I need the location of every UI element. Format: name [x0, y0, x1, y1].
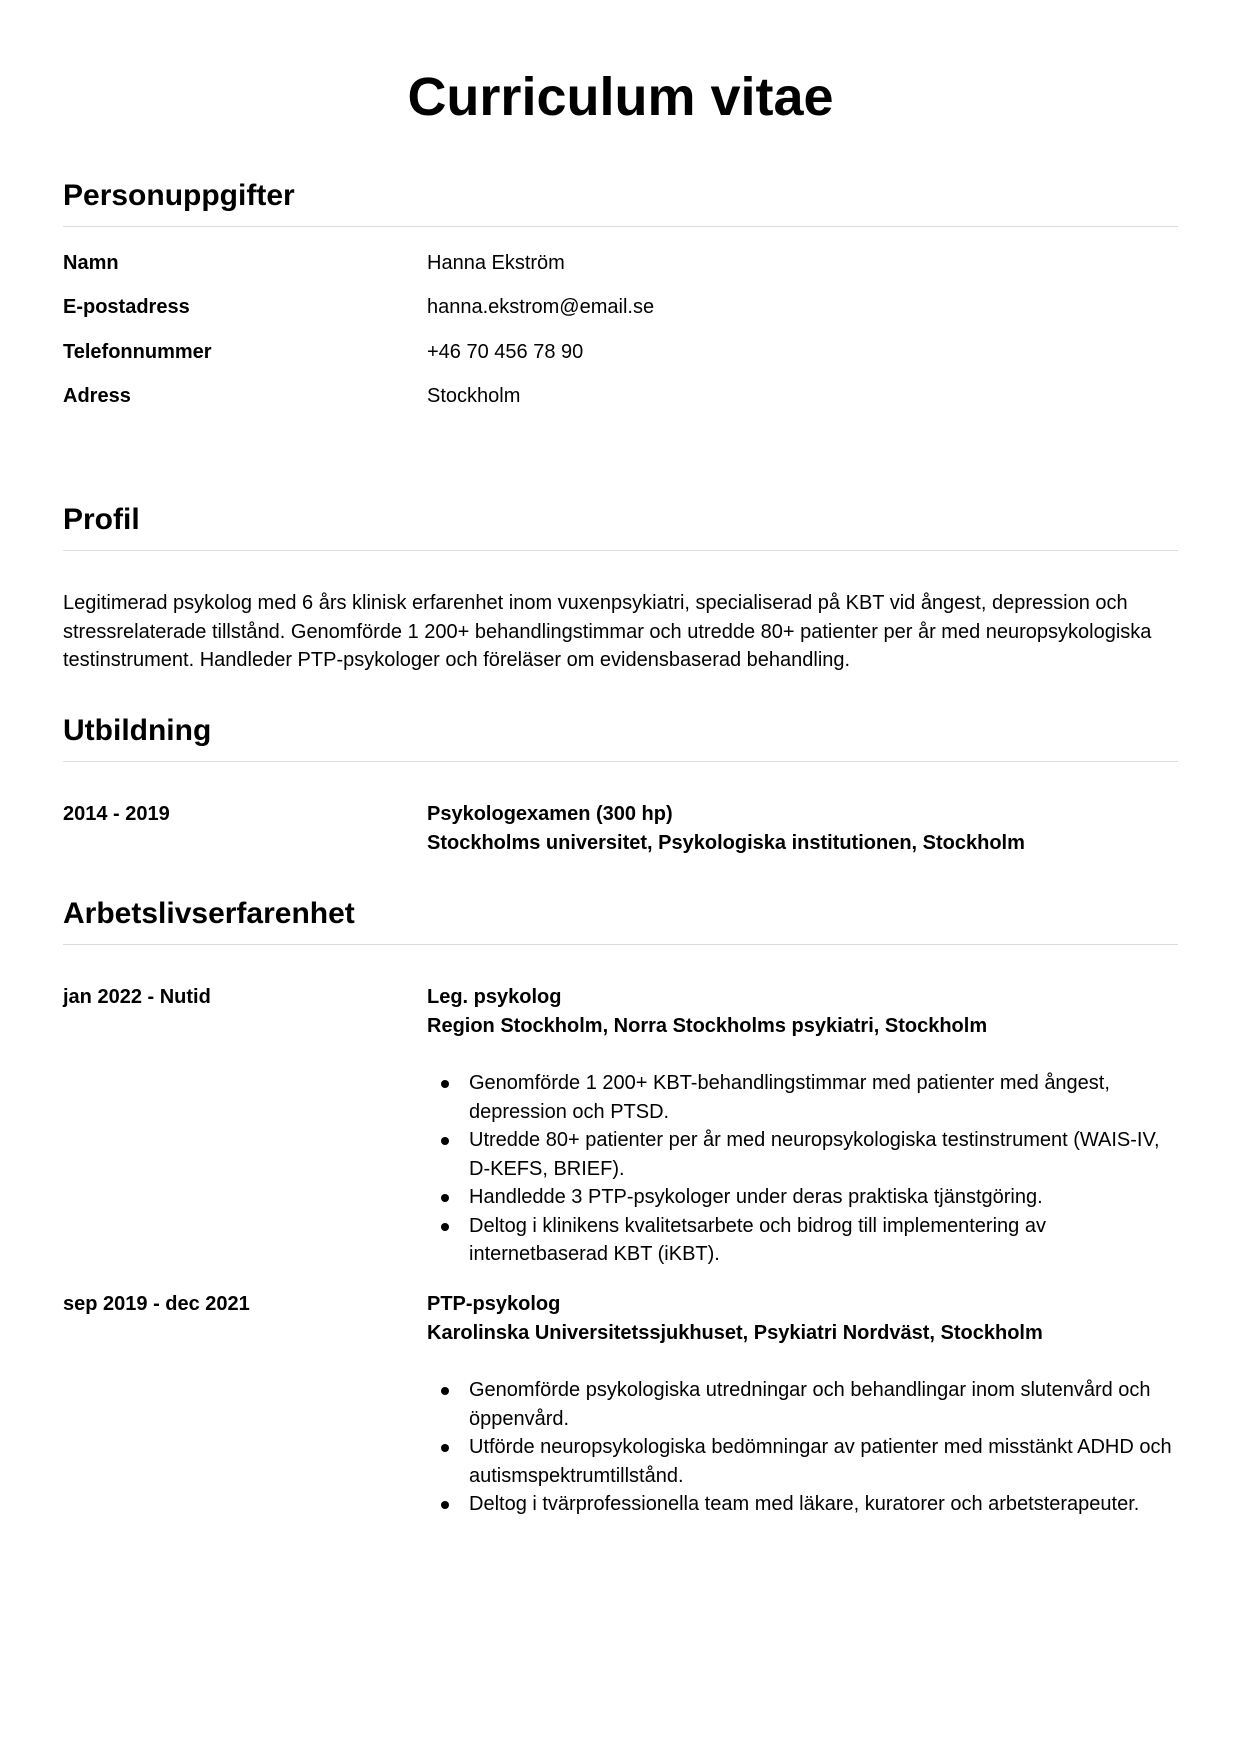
section-heading-personal: Personuppgifter [63, 178, 1178, 227]
personal-label: Adress [63, 385, 131, 407]
bullet-text: Utredde 80+ patienter per år med neuropsykologiska testinstrument (WAIS-IV, D-KEFS, BRIEF). [469, 1129, 1160, 1180]
entry-body [427, 800, 1178, 857]
personal-label: Namn [63, 252, 119, 274]
section-heading-experience: Arbetslivserfarenhet [63, 896, 1178, 945]
entry-title: PTP-psykolog [427, 1293, 561, 1315]
section-heading-profile: Profil [63, 502, 1178, 551]
document-title: Curriculum vitae [407, 67, 834, 127]
bullet-item [469, 1490, 1178, 1519]
bullet-item [469, 1212, 1178, 1269]
entry-period: jan 2022 - Nutid [63, 986, 211, 1008]
personal-value: +46 70 456 78 90 [427, 341, 584, 363]
bullet-text: Handledde 3 PTP-psykologer under deras praktiska tjänstgöring. [469, 1186, 1043, 1208]
entry-period: 2014 - 2019 [63, 803, 170, 825]
section-heading-education: Utbildning [63, 713, 1178, 762]
bullet-dot-icon [441, 1223, 449, 1231]
personal-value: Hanna Ekström [427, 252, 565, 274]
entry-org: Stockholms universitet, Psykologiska institutionen, Stockholm [427, 831, 1025, 854]
profile-text: Legitimerad psykolog med 6 års klinisk erfarenhet inom vuxenpsykiatri, specialiserad på KBT vid ångest, depression och stressrelaterade tillstånd. Genomförde 1 200+ behandlingstimmar och utredde 80+ patienter per år med neuropsykologiska testinstrument. Handleder PTP-psykologer och föreläser om evidensbaserad behandling. [63, 592, 1152, 671]
bullet-item [469, 1183, 1178, 1212]
bullet-list [427, 1376, 1178, 1519]
bullet-item [469, 1126, 1178, 1183]
bullet-item [469, 1376, 1178, 1433]
bullet-text: Genomförde psykologiska utredningar och behandlingar inom slutenvård och öppenvård. [469, 1379, 1151, 1430]
bullet-text: Utförde neuropsykologiska bedömningar av patienter med misstänkt ADHD och autismspektrumtillstånd. [469, 1436, 1172, 1487]
bullet-text: Deltog i klinikens kvalitetsarbete och bidrog till implementering av internetbaserad KBT (iKBT). [469, 1214, 1046, 1265]
bullet-dot-icon [441, 1137, 449, 1145]
entry-title: Psykologexamen (300 hp) [427, 803, 673, 825]
bullet-dot-icon [441, 1444, 449, 1452]
entry-org: Region Stockholm, Norra Stockholms psykiatri, Stockholm [427, 1014, 988, 1037]
entry-title: Leg. psykolog [427, 986, 562, 1008]
personal-value: hanna.ekstrom@email.se [427, 296, 655, 318]
bullet-text: Deltog i tvärprofessionella team med läkare, kuratorer och arbetsterapeuter. [469, 1493, 1140, 1515]
bullet-item [469, 1433, 1178, 1490]
profile-section [63, 502, 1178, 692]
bullet-dot-icon [441, 1501, 449, 1509]
bullet-list [427, 1069, 1178, 1269]
personal-label: Telefonnummer [63, 341, 212, 363]
entry-org: Karolinska Universitetssjukhuset, Psykiatri Nordväst, Stockholm [427, 1321, 1043, 1344]
personal-label: E-postadress [63, 296, 190, 318]
bullet-dot-icon [441, 1080, 449, 1088]
personal-section [63, 178, 1178, 418]
bullet-text: Genomförde 1 200+ KBT-behandlingstimmar med patienter med ångest, depression och PTSD. [469, 1072, 1110, 1123]
experience-section [63, 896, 1178, 1596]
entry-period: sep 2019 - dec 2021 [63, 1293, 250, 1315]
bullet-item [469, 1069, 1178, 1126]
bullet-dot-icon [441, 1194, 449, 1202]
personal-value: Stockholm [427, 385, 521, 407]
entry-body [427, 1290, 1178, 1519]
entry-body [427, 983, 1178, 1269]
education-section [63, 713, 1178, 873]
bullet-dot-icon [441, 1387, 449, 1395]
